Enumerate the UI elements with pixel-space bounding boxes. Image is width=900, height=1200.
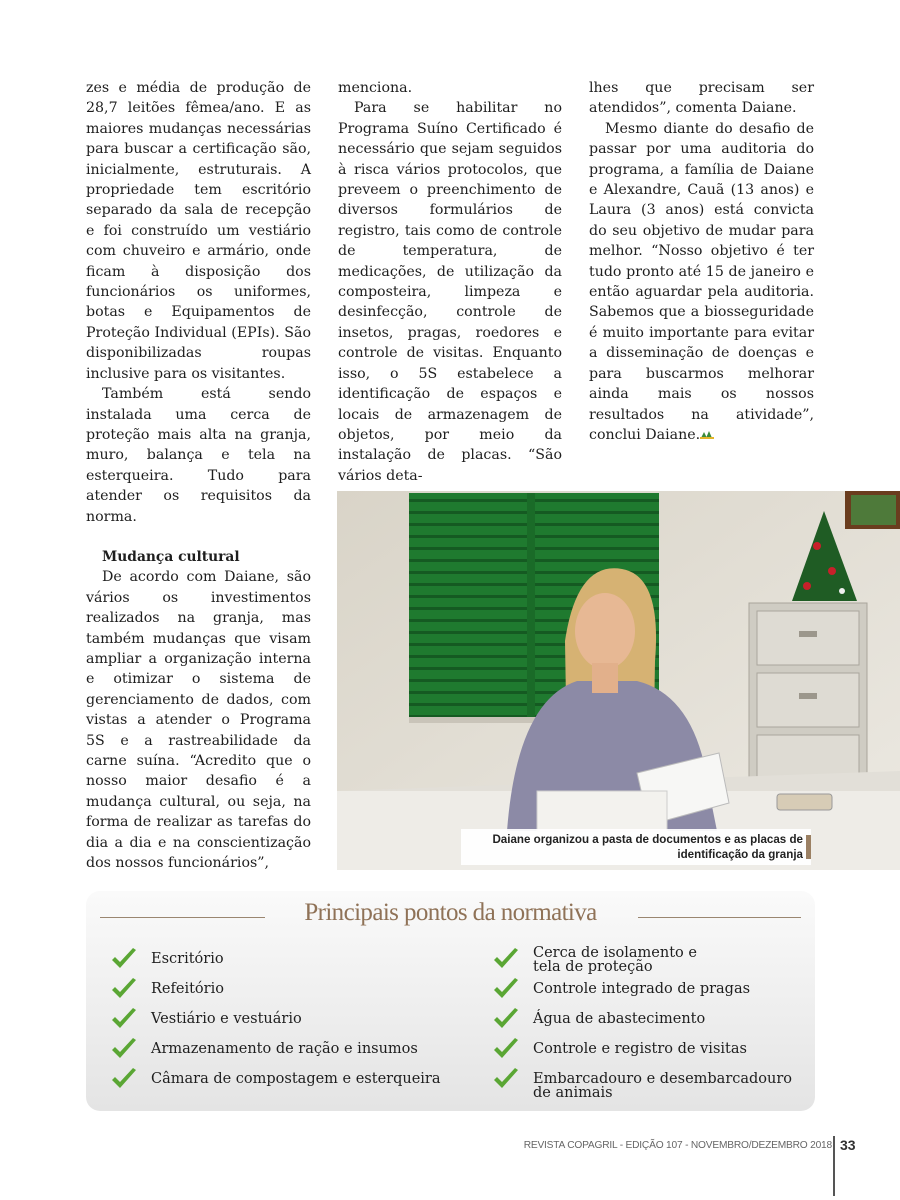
paragraph: lhes que precisam ser atendidos”, comenta Daiane.: [589, 80, 814, 117]
page-number: 33: [840, 1137, 856, 1153]
list-item: [533, 946, 697, 974]
checkmark-icon: [492, 977, 520, 1001]
checkmark-icon: [110, 1067, 138, 1091]
end-of-article-icon: [700, 429, 714, 439]
caption-accent-bar: [806, 835, 811, 859]
checkmark-icon: [492, 1037, 520, 1061]
photo-illustration: [337, 491, 900, 870]
page-number-divider: [833, 1136, 835, 1196]
checkmark-icon: [492, 1067, 520, 1091]
article-column-3: [589, 78, 814, 445]
article-photo: [337, 491, 900, 870]
list-item: [533, 1072, 792, 1100]
list-item-line: Embarcadouro e desembarcadouro: [533, 1071, 793, 1087]
paragraph: zes e média de produção de 28,7 leitões fêmea/ano. E as maiores mudanças necessárias para buscar a certificação são, inicialmente, estruturais. A propriedade tem escritório separado da sala de recepção e foi construído um vestiário com chuveiro e armário, onde ficam à disposição dos funcionários os uniformes, botas e Equipamentos de Proteção Individual (EPIs). São disponibilizadas roupas inclusive para os visitantes.: [86, 80, 311, 382]
checkmark-icon: [110, 1037, 138, 1061]
list-item: Armazenamento de ração e insumos: [151, 1041, 418, 1057]
list-item: Controle integrado de pragas: [533, 981, 751, 997]
article-column-1: [86, 78, 311, 873]
list-item: Vestiário e vestuário: [151, 1011, 302, 1027]
photo-caption: [461, 829, 811, 865]
box-title: Principais pontos da normativa: [304, 899, 597, 926]
paragraph: Para se habilitar no Programa Suíno Certificado é necessário que sejam seguidos à risca vários protocolos, que preveem o preenchimento de diversos formulários de registro, tais como de controle de temperatura, de medicações, de utilização da composteira, limpeza e desinfecção, controle de insetos, pragas, roedores e controle de visitas. Enquanto isso, o 5S estabelece a identificação de espaços e locais de armazenagem de objetos, por meio da instalação de placas. “São vários deta-: [338, 100, 562, 484]
list-item: Escritório: [151, 951, 224, 967]
section-heading: Mudança cultural: [102, 548, 240, 565]
list-item-line: tela de proteção: [533, 959, 653, 975]
list-item: Refeitório: [151, 981, 224, 997]
caption-line: identificação da granja: [677, 848, 803, 861]
page-footer: REVISTA COPAGRIL - EDIÇÃO 107 - NOVEMBRO/DEZEMBRO 2018: [523, 1140, 832, 1151]
article-column-2: [338, 78, 562, 486]
list-item: Câmara de compostagem e esterqueira: [151, 1071, 441, 1087]
paragraph: Também está sendo instalada uma cerca de proteção mais alta na granja, muro, balança e tela na esterqueira. Tudo para atender os requisitos da norma.: [86, 386, 311, 525]
paragraph: De acordo com Daiane, são vários os investimentos realizados na granja, mas também mudanças que visam ampliar a organização interna e otimizar o sistema de gerenciamento de dados, com vistas a atender o Programa 5S e a rastreabilidade da carne suína. “Acredito que o nosso maior desafio é a mudança cultural, ou seja, na forma de realizar as tarefas do dia a dia e na conscientização dos nossos funcionários”,: [86, 569, 311, 872]
checkmark-icon: [492, 947, 520, 971]
checkmark-icon: [492, 1007, 520, 1031]
caption-line: Daiane organizou a pasta de documentos e as placas de: [492, 833, 803, 846]
paragraph-text: Mesmo diante do desafio de passar por uma auditoria do programa, a família de Daiane e Alexandre, Cauã (13 anos) e Laura (3 anos) está convicta do seu objetivo de mudar para melhor. “Nosso objetivo é ter tudo pronto até 15 de janeiro e então aguardar pela auditoria. Sabemos que a biosseguridade é muito importante para evitar a disseminação de doenças e para buscarmos melhorar ainda mais os nossos resultados na atividade”, conclui Daiane.: [589, 120, 814, 443]
checkmark-icon: [110, 977, 138, 1001]
checkmark-icon: [110, 947, 138, 971]
paragraph: menciona.: [338, 80, 413, 96]
list-item: Água de abastecimento: [533, 1011, 706, 1027]
list-item-line: de animais: [533, 1085, 613, 1101]
list-item: Controle e registro de visitas: [533, 1041, 747, 1057]
checkmark-icon: [110, 1007, 138, 1031]
title-rule-right: [638, 917, 801, 918]
list-item-line: Cerca de isolamento e: [533, 945, 697, 961]
normative-summary-box: [86, 891, 815, 1111]
paragraph: [589, 119, 814, 446]
